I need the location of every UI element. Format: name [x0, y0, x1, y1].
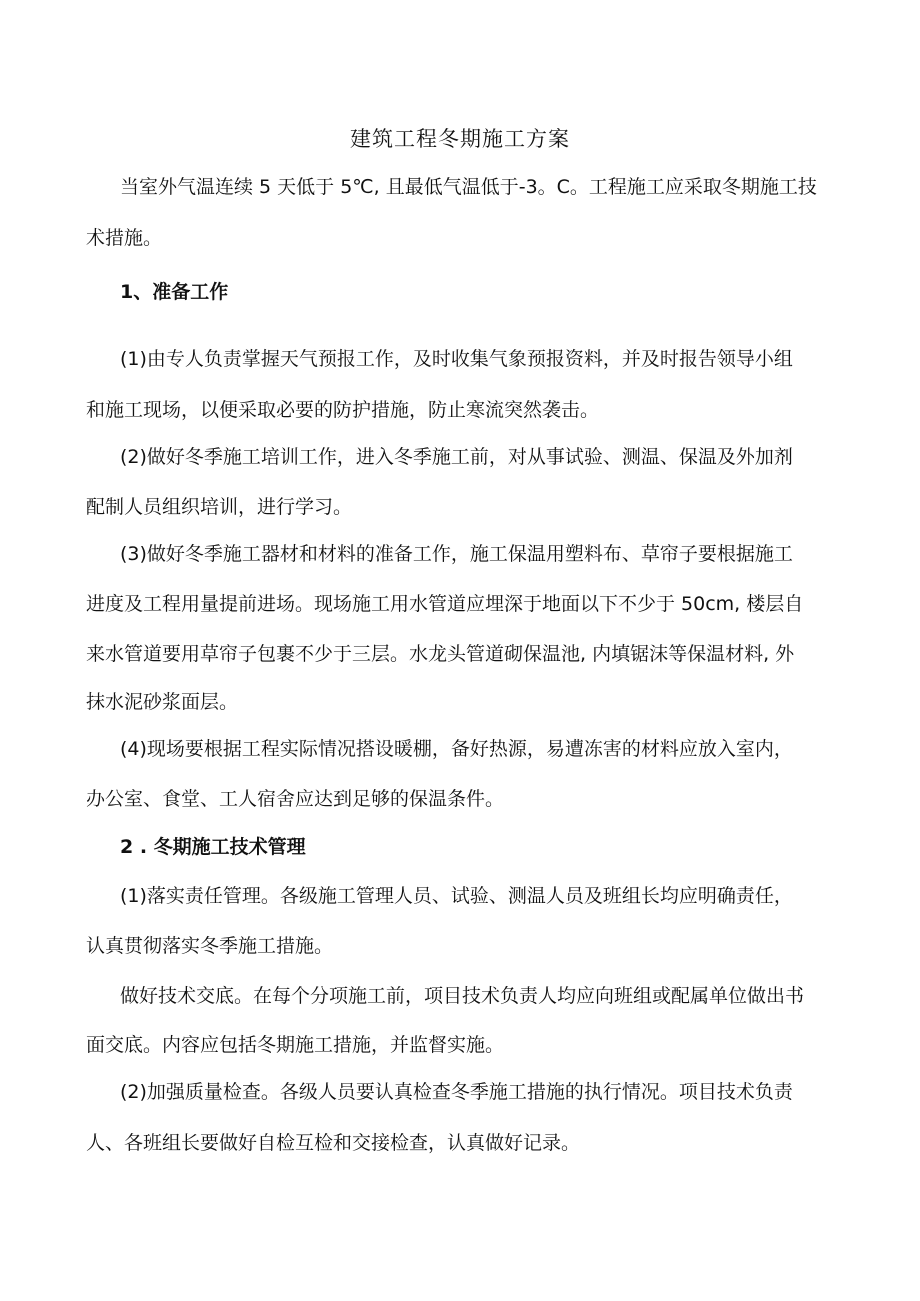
intro-line-2: 术措施。 — [86, 227, 163, 249]
s1-p3-line-3: 来水管道要用草帘子包裹不少于三层。水龙头管道砌保温池, 内填锯沫等保温材料, 外 — [86, 643, 795, 665]
section-2-heading: 2 . 冬期施工技术管理 — [120, 836, 306, 858]
s1-p1-line-2: 和施工现场，以便采取必要的防护措施，防止寒流突然袭击。 — [86, 399, 600, 421]
s1-p4-line-2: 办公室、食堂、工人宿舍应达到足够的保温条件。 — [86, 788, 505, 810]
s1-p2-line-1: (2)做好冬季施工培训工作，进入冬季施工前，对从事试验、测温、保温及外加剂 — [120, 446, 793, 468]
section-1-heading: 1、准备工作 — [120, 281, 229, 303]
intro-line-1: 当室外气温连续 5 天低于 5℃, 且最低气温低于-3。C。工程施工应采取冬期施工技 — [120, 176, 817, 198]
s2-p1-line-1: (1)落实责任管理。各级施工管理人员、试验、测温人员及班组长均应明确责任， — [120, 885, 793, 907]
s2-p1-line-2: 认真贯彻落实冬季施工措施。 — [86, 935, 334, 957]
s1-p1-line-1: (1)由专人负责掌握天气预报工作，及时收集气象预报资料，并及时报告领导小组 — [120, 348, 793, 370]
s1-p4-line-1: (4)现场要根据工程实际情况搭设暖棚，备好热源，易遭冻害的材料应放入室内， — [120, 738, 793, 760]
s2-p2-line-1: 做好技术交底。在每个分项施工前，项目技术负责人均应向班组或配属单位做出书 — [120, 985, 805, 1007]
s1-p3-line-1: (3)做好冬季施工器材和材料的准备工作，施工保温用塑料布、草帘子要根据施工 — [120, 543, 793, 565]
s2-p3-line-1: (2)加强质量检查。各级人员要认真检查冬季施工措施的执行情况。项目技术负责 — [120, 1081, 793, 1103]
s1-p3-line-4: 抹水泥砂浆面层。 — [86, 691, 239, 713]
s1-p2-line-2: 配制人员组织培训，进行学习。 — [86, 496, 353, 518]
s2-p2-line-2: 面交底。内容应包括冬期施工措施，并监督实施。 — [86, 1034, 505, 1056]
page-title: 建筑工程冬期施工方案 — [350, 127, 570, 151]
s2-p3-line-2: 人、各班组长要做好自检互检和交接检查，认真做好记录。 — [86, 1132, 581, 1154]
s1-p3-line-2: 进度及工程用量提前进场。现场施工用水管道应埋深于地面以下不少于 50cm, 楼层自 — [86, 593, 804, 615]
